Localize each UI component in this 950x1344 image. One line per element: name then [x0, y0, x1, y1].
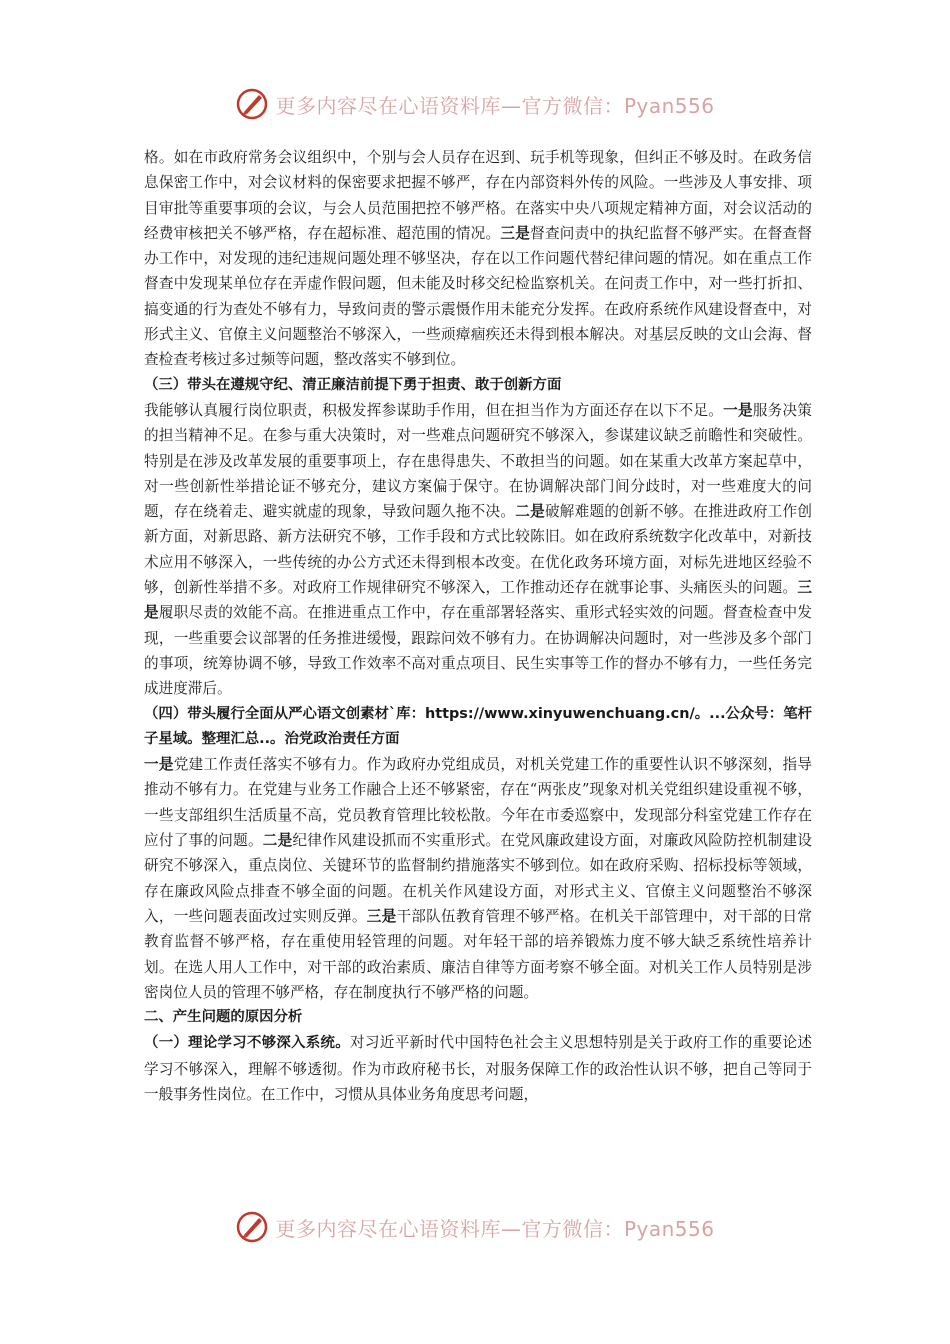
footer-banner	[0, 1207, 950, 1247]
bold-run: 一是	[723, 401, 753, 419]
text-run: 党建工作责任落实不够有力。作为政府办党组成员，对机关党建工作的重要性认识不够深刻，指导推动不够有力。在党建与业务工作融合上还不够紧密，存在“两张皮”现象对机关党组织建设重视不够，一些支部组织生活质量不高，党员教育管理比较松散。今年在市委巡察中，发现部分科室党建工作存在应付了事的问题。	[144, 756, 812, 850]
text-run: 履职尽责的效能不高。在推进重点工作中，存在重部署轻落实、重形式轻实效的问题。督查检查中发现，一些重要会议部署的任务推进缓慢，跟踪问效不够有力。在协调解决问题时，对一些涉及多个部门的事项，统筹协调不够，导致工作效率不高对重点项目、民生实事等工作的督办不够有力，一些任务完成进度滞后。	[144, 604, 812, 698]
pen-logo-icon	[235, 1210, 269, 1244]
bold-run: 三是	[500, 224, 531, 242]
header-banner-text: 更多内容尽在心语资料库—官方微信：Pyan556	[275, 93, 715, 118]
chapter-heading: 二、产生问题的原因分析	[144, 1009, 303, 1026]
text-run: 服务决策的担当精神不足。在参与重大决策时，对一些难点问题研究不够深入，参谋建议缺乏前瞻性和突破性。特别是在涉及改革发展的重要事项上，存在患得患失、不敢担当的问题。如在某重大改革方案起草中，对一些创新性举措论证不够充分，建议方案偏于保守。在协调解决部门间分歧时，对一些难度大的问题，存在绕着走、避实就虚的现象，导致问题久拖不决。	[144, 401, 812, 521]
bold-run: 三是	[366, 907, 397, 925]
paragraph	[144, 1030, 812, 1107]
bold-run: 二是	[262, 832, 293, 850]
text-run: 干部队伍教育管理不够严格。在机关干部管理中，对干部的日常教育监督不够严格，存在重使用轻管理的问题。对年轻干部的培养锻炼力度不够大缺乏系统性培养计划。在选人用人工作中，对干部的政治素质、廉洁自律等方面考察不够全面。对机关工作人员特别是涉密岗位人员的管理不够严格，存在制度执行不够严格的问题。	[144, 907, 812, 1001]
header-banner	[0, 84, 950, 124]
text-run: 格。如在市政府常务会议组织中，个别与会人员存在迟到、玩手机等现象，但纠正不够及时。在政务信息保密工作中，对会议材料的保密要求把握不够严，存在内部资料外传的风险。一些涉及人事安排、项目审批等重要事项的会议，与会人员范围把控不够严格。在落实中央八项规定精神方面，对会议活动的经费审核把关不够严格，存在超标准、超范围的情况。	[144, 149, 812, 242]
bold-run: 二是	[515, 503, 545, 521]
bold-run: （一）理论学习不够深入系统。	[144, 1035, 350, 1052]
text-run: 破解难题的创新不够。在推进政府工作创新方面，对新思路、新方法研究不够，工作手段和方式比较陈旧。如在政府系统数字化改革中，对新技术应用不够深入，一些传统的办公方式还未得到根本改变。在优化政务环境方面，对标先进地区经验不够，创新性举措不多。对政府工作规律研究不够深入，工作推动还存在就事论事、头痛医头的问题。	[144, 503, 812, 597]
footer-banner-text: 更多内容尽在心语资料库—官方微信：Pyan556	[275, 1216, 715, 1241]
paragraph	[144, 145, 812, 373]
text-run: 督查问责中的执纪监督不够严实。在督查督办工作中，对发现的违纪违规问题处理不够坚决，存在以工作问题代替纪律问题的情况。如在重点工作督查中发现某单位存在弄虚作假问题，但未能及时移交纪检监察机关。在问责工作中，对一些打折扣、搞变通的行为查处不够有力，导致问责的警示震慑作用未能充分发挥。在政府系统作风建设督查中，对形式主义、官僚主义问题整治不够深入，一些顽瘴痼疾还未得到根本解决。对基层反映的文山会海、督查检查考核过多过频等问题，整改落实不够到位。	[144, 224, 812, 369]
text-run: 我能够认真履行岗位职责，积极发挥参谋助手作用，但在担当作为方面还存在以下不足。	[144, 401, 724, 419]
text-run: 对习近平新时代中国特色社会主义思想特别是关于政府工作的重要论述学习不够深入，理解不够透彻。作为市政府秘书长，对服务保障工作的政治性认识不够，把自己等同于一般事务性岗位。在工作中，习惯从具体业务角度思考问题，	[144, 1034, 812, 1103]
pen-logo-icon	[235, 87, 269, 121]
bold-run: 三是	[144, 579, 812, 622]
paragraph	[144, 752, 812, 1005]
text-run: 纪律作风建设抓而不实重形式。在党风廉政建设方面，对廉政风险防控机制建设研究不够深入，重点岗位、关键环节的监督制约措施落实不够到位。如在政府采购、招标投标等领域，存在廉政风险点排查不够全面的问题。在机关作风建设方面，对形式主义、官僚主义问题整治不够深入，一些问题表面改过实则反弹。	[144, 832, 812, 925]
bold-run: 一是	[144, 756, 174, 774]
paragraph	[144, 398, 812, 702]
document-body	[144, 145, 812, 1107]
section-heading: （四）带头履行全面从严心语文创素材`库：https://www.xinyuwenchuang.cn/。...公众号：笔杆子星域。整理汇总..。治党政治责任方面	[144, 705, 812, 747]
section-heading: （三）带头在遵规守纪、清正廉洁前提下勇于担责、敢于创新方面	[144, 376, 562, 393]
